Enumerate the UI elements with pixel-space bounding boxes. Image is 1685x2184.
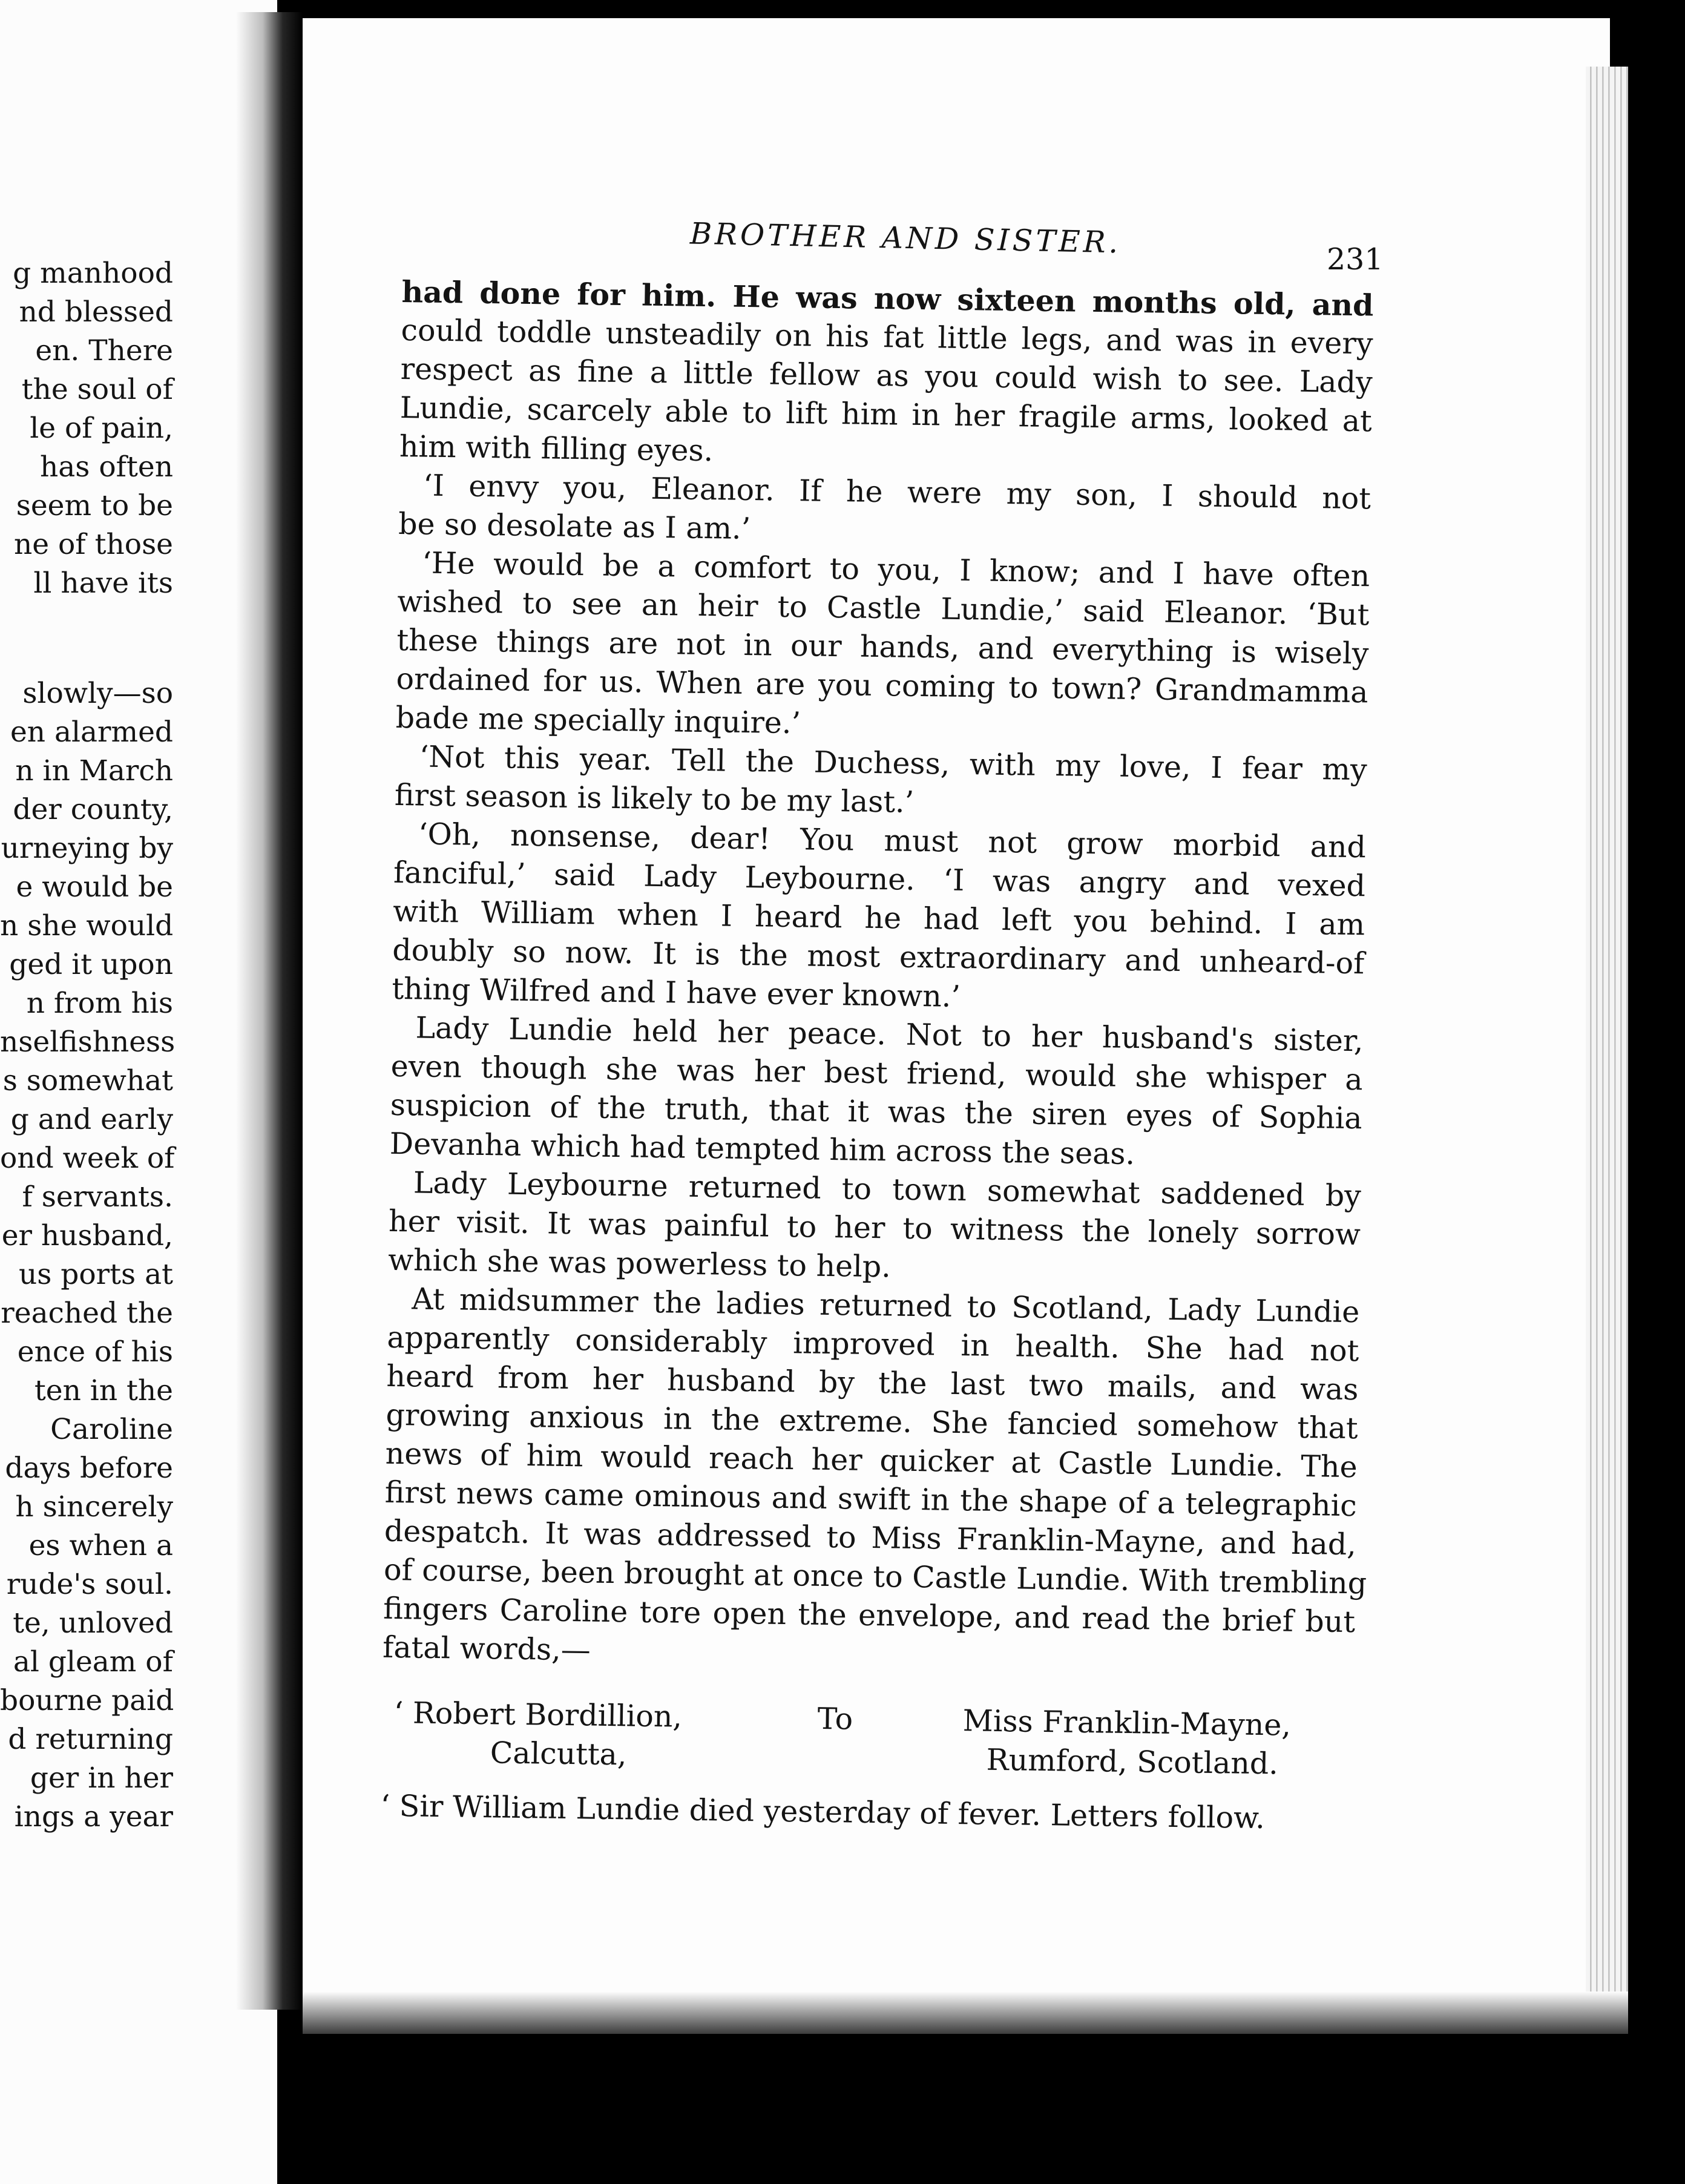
left-line: er husband,: [1, 1219, 173, 1252]
left-line: ten in the: [34, 1374, 173, 1407]
text-line: Lady Lundie held her peace. Not to her husband's sister,: [415, 1010, 1364, 1059]
left-line: n from his: [26, 987, 173, 1020]
text-line: wished to see an heir to Castle Lundie,’ said Eleanor. ‘But: [397, 584, 1370, 633]
left-line: en alarmed: [10, 715, 173, 749]
text-line: first news came ominous and swift in the shape of a telegraphic: [384, 1475, 1358, 1524]
left-line: es when a: [28, 1529, 173, 1562]
left-line: al gleam of: [13, 1645, 173, 1679]
page-body: [380, 272, 1374, 1839]
left-line: n she would: [0, 909, 174, 942]
left-line: has often: [39, 450, 173, 484]
page-bottom-shadow: [303, 1992, 1628, 2034]
left-line: d returning: [8, 1723, 173, 1756]
left-line: the soul of: [21, 373, 173, 406]
text-line: At midsummer the ladies returned to Scotland, Lady Lundie: [411, 1281, 1360, 1330]
text-line: even though she was her best friend, would she whisper a: [390, 1048, 1363, 1097]
telegram-sender-place: Calcutta,: [490, 1735, 627, 1772]
left-line: h sincerely: [15, 1490, 173, 1524]
running-head: BROTHER AND SISTER.: [689, 216, 1122, 260]
text-line: doubly so now. It is the most extraordinary and unheard-of: [392, 932, 1365, 981]
text-line: had done for him. He was now sixteen months old, and: [401, 274, 1374, 323]
left-line: f servants.: [22, 1180, 173, 1214]
text-line: these things are not in our hands, and everything is wisely: [396, 622, 1369, 671]
text-line: with William when I heard he had left you behind. I am: [392, 893, 1365, 942]
left-line: Caroline: [50, 1413, 173, 1446]
left-line: g and early: [10, 1103, 173, 1136]
text-line: Lundie, scarcely able to lift him in her fragile arms, looked at: [399, 390, 1373, 439]
left-line: ne of those: [13, 528, 173, 561]
book-gutter: [236, 12, 303, 2010]
left-line: e would be: [16, 870, 173, 904]
text-line: be so desolate as I am.’: [398, 506, 751, 547]
left-line: bourne paid: [0, 1684, 174, 1717]
left-line: ence of his: [17, 1335, 173, 1369]
left-line: g manhood: [13, 257, 173, 290]
telegram-to-word: To: [817, 1701, 853, 1737]
text-line: fanciful,’ said Lady Leybourne. ‘I was angry and vexed: [393, 855, 1366, 904]
text-line: ‘Oh, nonsense, dear! You must not grow morbid and: [418, 817, 1367, 865]
text-line: suspicion of the truth, that it was the siren eyes of Sophia: [390, 1087, 1363, 1136]
left-line: slowly—so: [22, 677, 173, 710]
text-line: ordained for us. When are you coming to town? Grandmamma: [396, 661, 1368, 710]
text-line: thing Wilfred and I have ever known.’: [392, 971, 961, 1014]
text-line: Devanha which had tempted him across the seas.: [389, 1126, 1135, 1172]
text-line: heard from her husband by the last two mails, and was: [386, 1358, 1359, 1407]
left-line: ger in her: [30, 1761, 173, 1795]
telegram-recipient-place: Rumford, Scotland.: [986, 1742, 1279, 1781]
text-line: which she was powerless to help.: [387, 1242, 892, 1284]
text-line: Lady Leybourne returned to town somewhat saddened by: [413, 1165, 1362, 1214]
left-line: seem to be: [16, 489, 173, 522]
left-line: en. There: [35, 334, 173, 367]
left-paragraph-gap: [0, 603, 173, 674]
text-line: could toddle unsteadily on his fat little legs, and was in every: [401, 312, 1373, 361]
text-line: fingers Caroline tore open the envelope, and read the brief but: [383, 1591, 1356, 1640]
text-line: growing anxious in the extreme. She fancied somehow that: [386, 1397, 1358, 1446]
left-line: days before: [5, 1452, 173, 1485]
left-line: le of pain,: [30, 412, 173, 445]
left-line: us ports at: [18, 1258, 173, 1291]
telegram-sender-name: ‘ Robert Bordillion,: [393, 1696, 683, 1734]
text-line: respect as fine a little fellow as you could wish to see. Lady: [400, 351, 1373, 400]
text-line: ‘I envy you, Eleanor. If he were my son, I should not: [422, 468, 1371, 516]
page-number: 231: [1327, 242, 1384, 277]
text-line: first season is likely to be my last.’: [394, 777, 915, 820]
left-line: reached the: [1, 1297, 173, 1330]
left-line: der county,: [13, 793, 173, 826]
text-line: fatal words,—: [382, 1630, 591, 1668]
left-line: ged it upon: [9, 948, 173, 981]
text-line: despatch. It was addressed to Miss Franklin-Mayne, and had,: [384, 1513, 1357, 1562]
left-line: urneying by: [1, 832, 173, 865]
page-stack-edge: [1586, 67, 1628, 2028]
left-line: nselfishness: [0, 1025, 176, 1059]
telegram-message: ‘ Sir William Lundie died yesterday of fever. Letters follow.: [380, 1788, 1266, 1836]
text-line: news of him would reach her quicker at Castle Lundie. The: [385, 1436, 1358, 1485]
left-line: ond week of: [0, 1142, 175, 1175]
left-line: s somewhat: [2, 1064, 173, 1097]
telegram-recipient-name: Miss Franklin-Mayne,: [962, 1703, 1292, 1743]
left-line: n in March: [15, 754, 173, 788]
text-line: her visit. It was painful to her to witness the lonely sorrow: [388, 1203, 1361, 1252]
left-line: nd blessed: [19, 295, 173, 329]
text-line: bade me specially inquire.’: [395, 700, 801, 741]
text-line: apparently considerably improved in health. She had not: [387, 1320, 1359, 1369]
text-line: him with filling eyes.: [399, 429, 714, 469]
left-line: ll have its: [33, 567, 173, 600]
text-line: ‘He would be a comfort to you, I know; and I have often: [421, 545, 1370, 594]
left-line: ings a year: [14, 1800, 173, 1834]
text-line: of course, been brought at once to Castle Lundie. With trembling: [383, 1552, 1367, 1601]
left-page-text: [0, 254, 176, 1837]
telegram-address-block: [381, 1694, 1354, 1784]
left-line: te, unloved: [13, 1607, 173, 1640]
left-line: rude's soul.: [6, 1568, 173, 1601]
text-line: ‘Not this year. Tell the Duchess, with my love, I fear my: [419, 739, 1368, 788]
